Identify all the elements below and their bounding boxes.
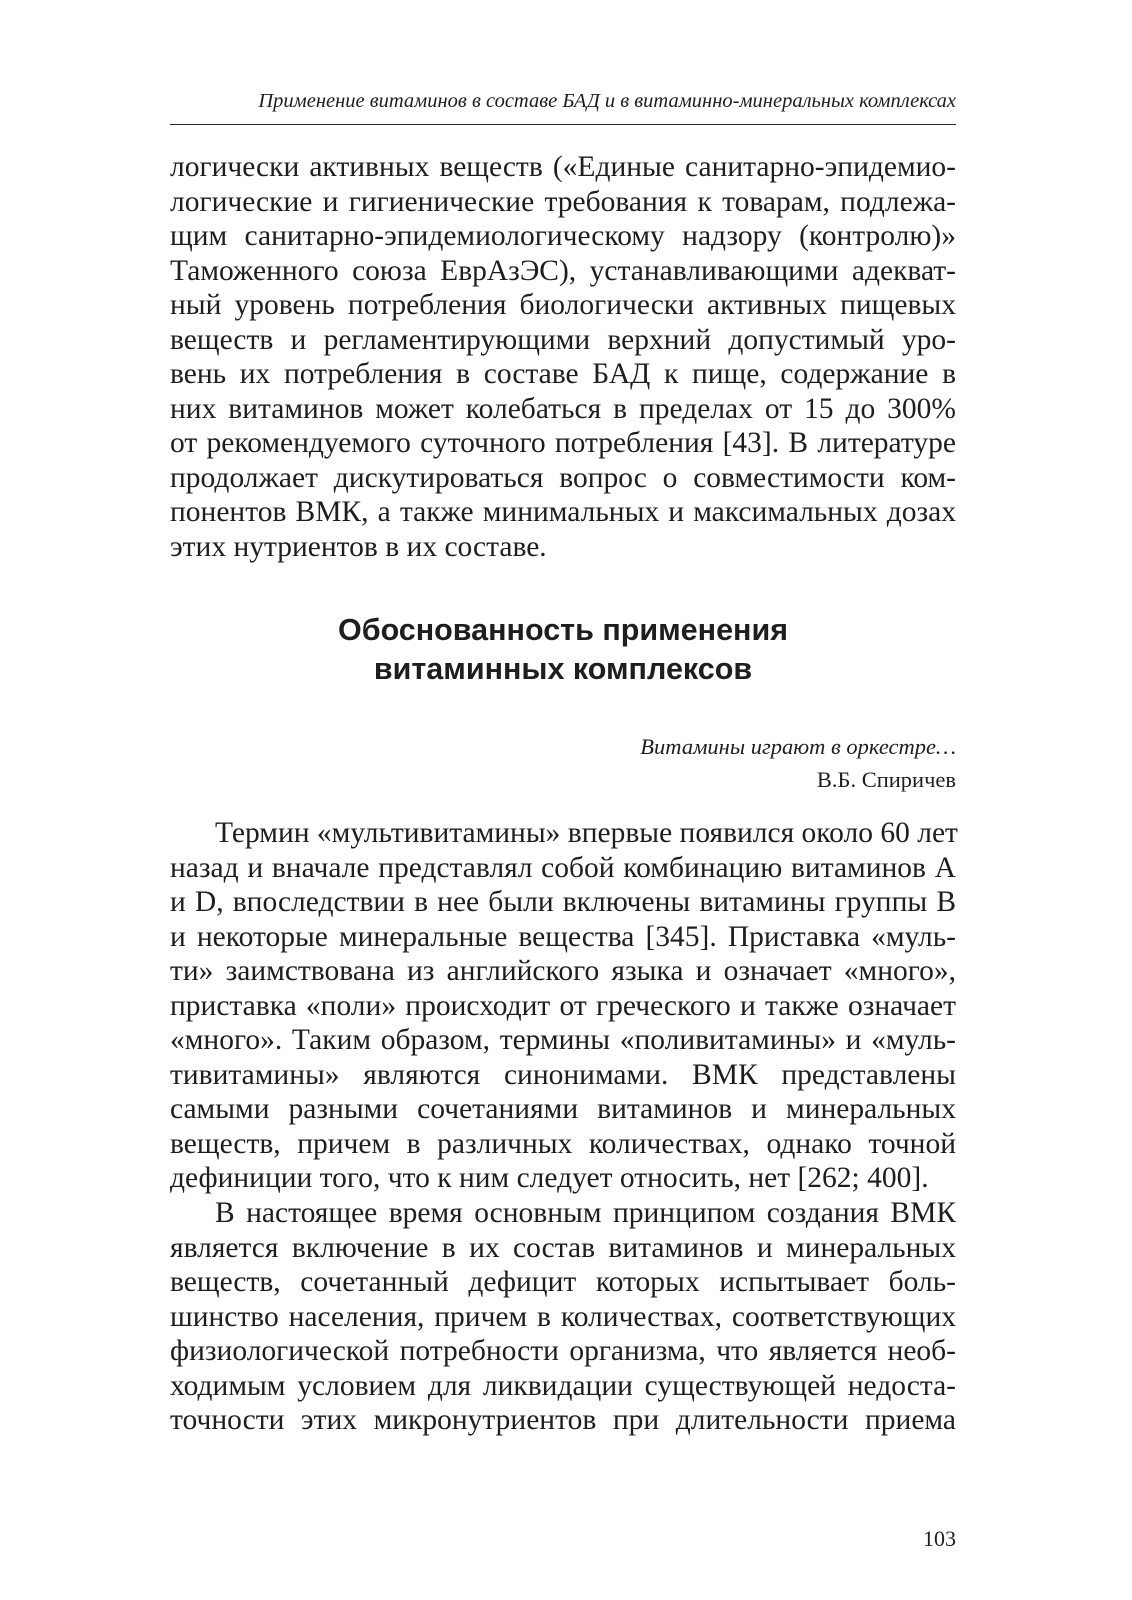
- text-line: щим санитарно-эпидемиологическому надзору (контролю)»: [170, 220, 956, 252]
- text-line: веществ, сочетанный дефицит которых испытывает боль-: [170, 1266, 956, 1298]
- text-line: точности этих микронутриентов при длительности приема: [170, 1404, 956, 1436]
- text-line: продолжает дискутироваться вопрос о совместимости ком-: [170, 461, 956, 494]
- section-heading: [170, 611, 956, 689]
- text-line: логически активных веществ («Единые санитарно-эпидемио-: [170, 151, 956, 183]
- text-line: ходимым условием для ликвидации существующей недоста-: [170, 1369, 956, 1402]
- epigraph-quote: Витамины играют в оркестре…: [640, 734, 956, 759]
- text-line: веществ, причем в различных количествах, однако точной: [170, 1127, 956, 1160]
- paragraph: [170, 816, 956, 1196]
- epigraph-author: В.Б. Спиричев: [816, 767, 956, 792]
- text-line: тивитамины» являются синонимами. ВМК представлены: [170, 1058, 956, 1091]
- text-line: логические и гигиенические требования к товарам, подлежа-: [170, 185, 956, 218]
- text-line: понентов ВМК, а также минимальных и максимальных дозах: [170, 496, 956, 528]
- text-line: ный уровень потребления биологически активных пищевых: [170, 289, 956, 321]
- text-line: приставка «поли» происходит от греческого и также означает: [170, 989, 956, 1022]
- paragraph: [170, 1196, 956, 1438]
- page-number: 103: [923, 1526, 956, 1551]
- text-line: «много». Таким образом, термины «поливитамины» и «муль-: [170, 1024, 956, 1056]
- text-line: В настоящее время основным принципом создания ВМК: [215, 1197, 956, 1229]
- section-heading-line: Обоснованность применения: [338, 613, 788, 647]
- text-line: шинство населения, причем в количествах, соответствующих: [170, 1300, 956, 1333]
- text-line: от рекомендуемого суточного потребления [43]. В литературе: [170, 427, 956, 459]
- running-header: Применение витаминов в составе БАД и в витаминно-минеральных комплексах: [258, 90, 956, 112]
- text-line: физиологической потребности организма, что является необ-: [170, 1335, 956, 1367]
- paragraph-continued: [170, 150, 956, 564]
- epigraph: [170, 730, 956, 796]
- text-line: дефиниции того, что к ним следует относить, нет [262; 400].: [170, 1162, 929, 1194]
- text-line: ти» заимствована из английского языка и означает «много»,: [170, 955, 956, 987]
- text-line: Термин «мультивитамины» впервые появился около 60 лет: [215, 817, 958, 849]
- text-line: и некоторые минеральные вещества [345]. Приставка «муль-: [170, 920, 956, 953]
- text-line: и D, впоследствии в нее были включены витамины группы В: [170, 886, 956, 918]
- text-line: назад и вначале представлял собой комбинацию витаминов А: [170, 851, 956, 884]
- text-line: самыми разными сочетаниями витаминов и минеральных: [170, 1093, 956, 1125]
- text-line: них витаминов может колебаться в пределах от 15 до 300%: [170, 392, 956, 425]
- header-divider: [170, 124, 956, 125]
- text-line: вень их потребления в составе БАД к пище, содержание в: [170, 358, 956, 390]
- text-line: этих нутриентов в их составе.: [170, 530, 547, 563]
- text-line: является включение в их состав витаминов и минеральных: [170, 1231, 956, 1264]
- text-line: Таможенного союза ЕврАзЭС), устанавливающими адекват-: [170, 254, 956, 287]
- text-line: веществ и регламентирующими верхний допустимый уро-: [170, 323, 956, 356]
- section-heading-line: витаминных комплексов: [373, 652, 753, 686]
